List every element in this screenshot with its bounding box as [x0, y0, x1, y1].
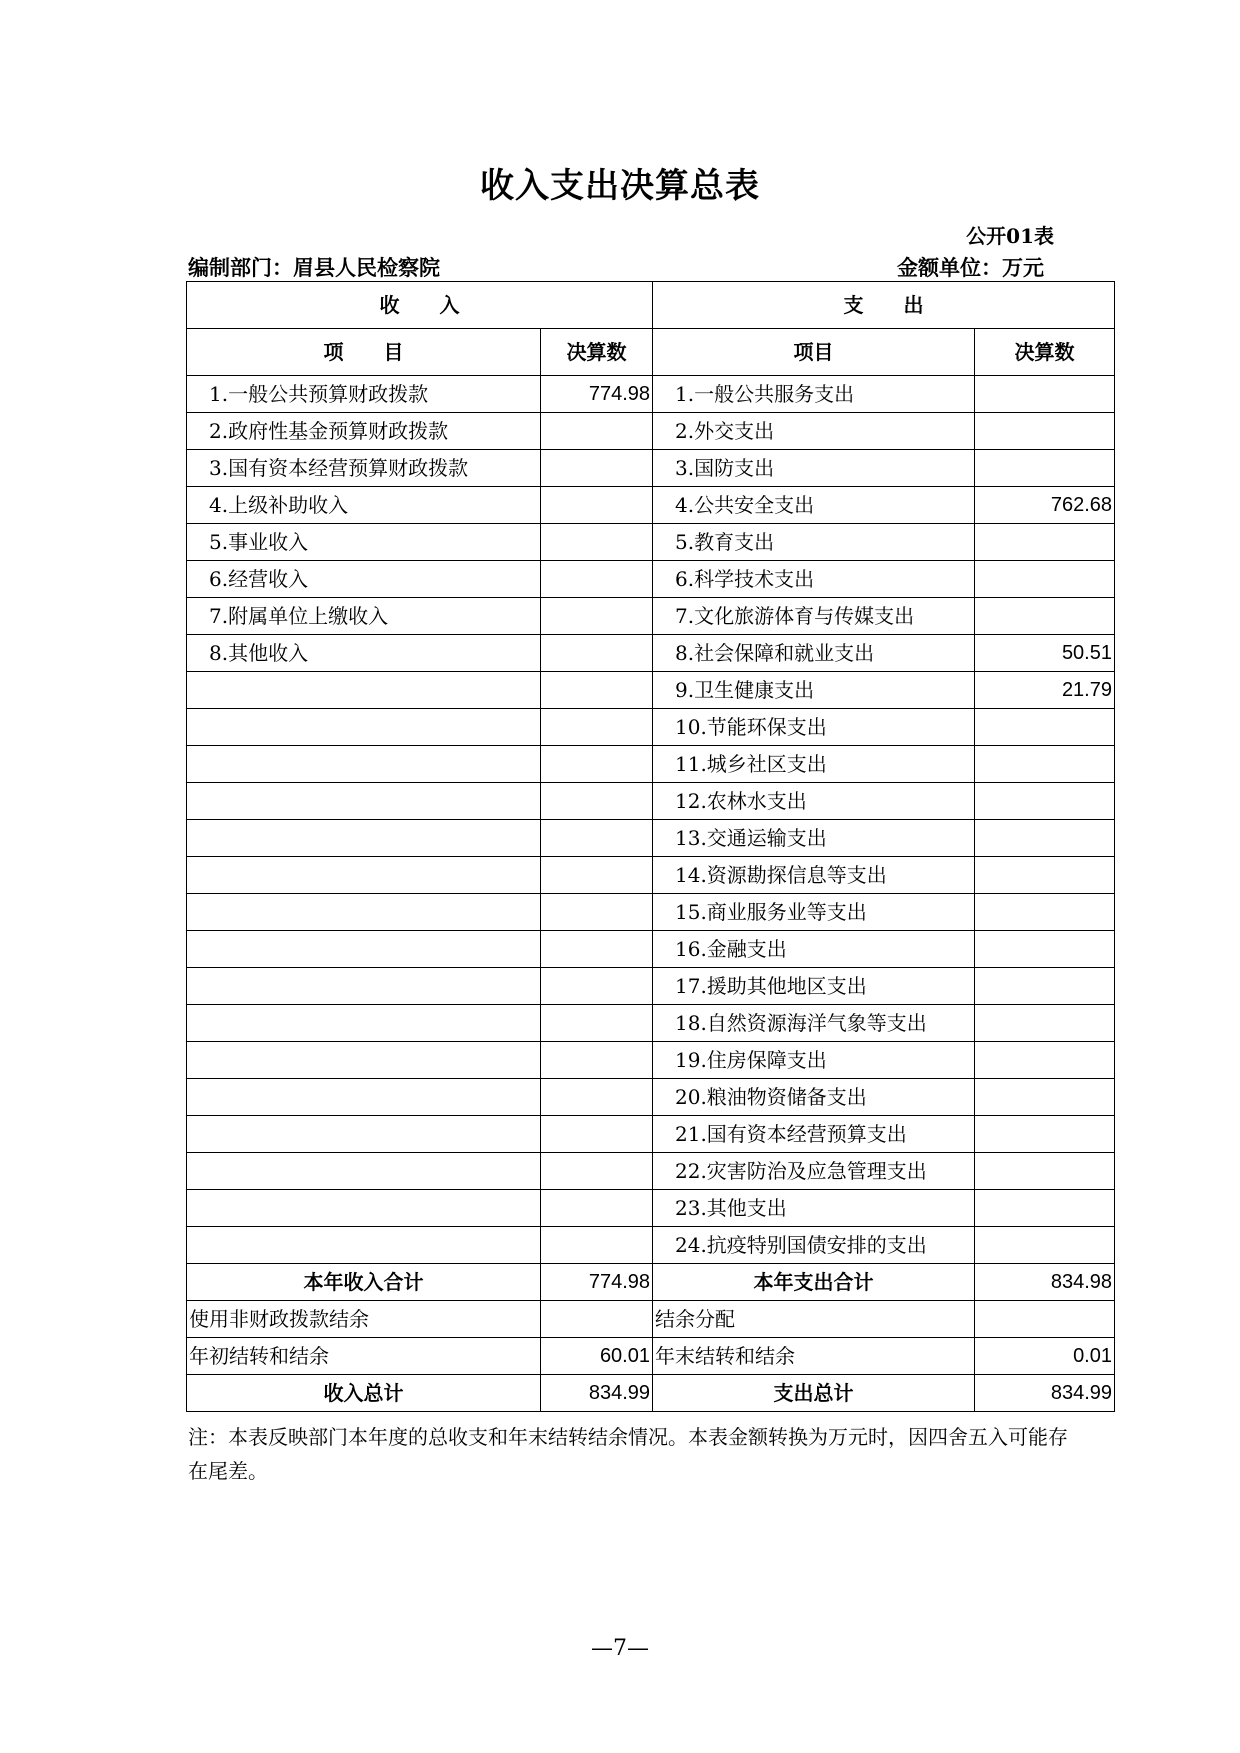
expense-item: 19.住房保障支出 [653, 1042, 975, 1079]
beginning-carryover-value: 60.01 [541, 1338, 653, 1375]
carryover-row [187, 1338, 1115, 1375]
ending-carryover-label: 年末结转和结余 [653, 1338, 975, 1375]
income-amount-header: 决算数 [541, 329, 653, 376]
expense-item: 3.国防支出 [653, 450, 975, 487]
income-amount [541, 1227, 653, 1264]
income-amount [541, 487, 653, 524]
table-row [187, 746, 1115, 783]
expense-item: 1.一般公共服务支出 [653, 376, 975, 413]
table-row [187, 1116, 1115, 1153]
budget-table-body [187, 282, 1115, 1264]
expense-item: 23.其他支出 [653, 1190, 975, 1227]
expense-amount [975, 1190, 1115, 1227]
expense-item: 12.农林水支出 [653, 783, 975, 820]
expense-item: 6.科学技术支出 [653, 561, 975, 598]
expense-amount-header: 决算数 [975, 329, 1115, 376]
income-amount [541, 857, 653, 894]
income-item [187, 1079, 541, 1116]
income-item [187, 672, 541, 709]
table-row [187, 857, 1115, 894]
table-row [187, 783, 1115, 820]
expense-item: 13.交通运输支出 [653, 820, 975, 857]
expense-amount [975, 968, 1115, 1005]
income-amount [541, 820, 653, 857]
income-amount [541, 672, 653, 709]
expense-item: 24.抗疫特别国债安排的支出 [653, 1227, 975, 1264]
expense-item: 21.国有资本经营预算支出 [653, 1116, 975, 1153]
income-amount [541, 1042, 653, 1079]
income-amount [541, 1153, 653, 1190]
expense-item-header: 项目 [653, 329, 975, 376]
table-row [187, 968, 1115, 1005]
expense-amount [975, 413, 1115, 450]
ending-carryover-value: 0.01 [975, 1338, 1115, 1375]
expense-item: 22.灾害防治及应急管理支出 [653, 1153, 975, 1190]
expense-grand-total-label: 支出总计 [653, 1375, 975, 1412]
page-number: —7— [591, 1636, 649, 1661]
income-amount [541, 635, 653, 672]
income-amount [541, 968, 653, 1005]
expense-grand-total-value: 834.99 [975, 1375, 1115, 1412]
income-item: 7.附属单位上缴收入 [187, 598, 541, 635]
table-row [187, 450, 1115, 487]
expense-item: 17.援助其他地区支出 [653, 968, 975, 1005]
income-item: 3.国有资本经营预算财政拨款 [187, 450, 541, 487]
expense-amount [975, 1042, 1115, 1079]
surplus-allocation-label: 结余分配 [653, 1301, 975, 1338]
column-header-row [187, 329, 1115, 376]
income-item: 5.事业收入 [187, 524, 541, 561]
table-row [187, 820, 1115, 857]
totals-body [187, 1264, 1115, 1412]
section-header-row [187, 282, 1115, 329]
table-row [187, 931, 1115, 968]
income-item [187, 857, 541, 894]
income-item [187, 1005, 541, 1042]
table-row [187, 376, 1115, 413]
table-row [187, 635, 1115, 672]
compiling-department: 编制部门：眉县人民检察院 [188, 255, 440, 280]
income-amount [541, 1116, 653, 1153]
income-item [187, 1190, 541, 1227]
expense-amount [975, 1116, 1115, 1153]
income-amount [541, 450, 653, 487]
expense-item: 14.资源勘探信息等支出 [653, 857, 975, 894]
page-title: 收入支出决算总表 [480, 166, 760, 206]
nonfiscal-value [541, 1301, 653, 1338]
income-item [187, 1153, 541, 1190]
expense-amount [975, 1153, 1115, 1190]
table-row [187, 598, 1115, 635]
table-row [187, 1153, 1115, 1190]
table-row [187, 1005, 1115, 1042]
table-row [187, 672, 1115, 709]
income-amount [541, 783, 653, 820]
expense-item: 20.粮油物资储备支出 [653, 1079, 975, 1116]
income-item [187, 820, 541, 857]
expense-amount [975, 376, 1115, 413]
expense-item: 15.商业服务业等支出 [653, 894, 975, 931]
expense-amount [975, 598, 1115, 635]
expense-amount [975, 820, 1115, 857]
table-row [187, 1079, 1115, 1116]
table-row [187, 1227, 1115, 1264]
year-expense-total-value: 834.98 [975, 1264, 1115, 1301]
grand-total-row [187, 1375, 1115, 1412]
expense-amount [975, 1227, 1115, 1264]
income-item: 2.政府性基金预算财政拨款 [187, 413, 541, 450]
expense-amount [975, 1005, 1115, 1042]
income-item: 4.上级补助收入 [187, 487, 541, 524]
table-row [187, 561, 1115, 598]
year-income-total-value: 774.98 [541, 1264, 653, 1301]
income-item [187, 1227, 541, 1264]
expense-item: 2.外交支出 [653, 413, 975, 450]
income-item: 8.其他收入 [187, 635, 541, 672]
expense-amount [975, 1079, 1115, 1116]
income-item [187, 709, 541, 746]
expense-item: 5.教育支出 [653, 524, 975, 561]
income-item [187, 968, 541, 1005]
table-row [187, 1190, 1115, 1227]
income-grand-total-label: 收入总计 [187, 1375, 541, 1412]
nonfiscal-label: 使用非财政拨款结余 [187, 1301, 541, 1338]
table-row [187, 413, 1115, 450]
expense-item: 8.社会保障和就业支出 [653, 635, 975, 672]
expense-amount [975, 709, 1115, 746]
expense-item: 18.自然资源海洋气象等支出 [653, 1005, 975, 1042]
income-amount [541, 413, 653, 450]
expense-amount [975, 894, 1115, 931]
table-row [187, 1042, 1115, 1079]
income-amount [541, 746, 653, 783]
expense-amount [975, 857, 1115, 894]
budget-table [186, 281, 1115, 1412]
expense-item: 7.文化旅游体育与传媒支出 [653, 598, 975, 635]
expense-item: 4.公共安全支出 [653, 487, 975, 524]
nonfiscal-row [187, 1301, 1115, 1338]
surplus-allocation-value [975, 1301, 1115, 1338]
income-amount: 774.98 [541, 376, 653, 413]
expense-item: 16.金融支出 [653, 931, 975, 968]
year-income-total-label: 本年收入合计 [187, 1264, 541, 1301]
income-item [187, 746, 541, 783]
table-row [187, 709, 1115, 746]
income-amount [541, 1079, 653, 1116]
income-amount [541, 561, 653, 598]
income-amount [541, 598, 653, 635]
income-amount [541, 894, 653, 931]
expense-amount [975, 931, 1115, 968]
income-grand-total-value: 834.99 [541, 1375, 653, 1412]
year-total-row [187, 1264, 1115, 1301]
amount-unit: 金额单位：万元 [897, 255, 1044, 280]
table-row [187, 894, 1115, 931]
income-section-header: 收 入 [187, 282, 653, 329]
income-amount [541, 931, 653, 968]
income-item: 1.一般公共预算财政拨款 [187, 376, 541, 413]
income-item-header: 项 目 [187, 329, 541, 376]
expense-item: 11.城乡社区支出 [653, 746, 975, 783]
expense-item: 10.节能环保支出 [653, 709, 975, 746]
footnote: 注：本表反映部门本年度的总收支和年末结转结余情况。本表金额转换为万元时，因四舍五入可能存在尾差。 [188, 1425, 1068, 1483]
income-amount [541, 524, 653, 561]
income-amount [541, 709, 653, 746]
income-item [187, 894, 541, 931]
table-row [187, 524, 1115, 561]
beginning-carryover-label: 年初结转和结余 [187, 1338, 541, 1375]
expense-amount: 50.51 [975, 635, 1115, 672]
expense-amount [975, 450, 1115, 487]
income-item [187, 1116, 541, 1153]
expense-amount: 21.79 [975, 672, 1115, 709]
expense-amount [975, 524, 1115, 561]
income-item [187, 931, 541, 968]
income-amount [541, 1190, 653, 1227]
expense-section-header: 支 出 [653, 282, 1115, 329]
expense-amount: 762.68 [975, 487, 1115, 524]
expense-amount [975, 561, 1115, 598]
income-item: 6.经营收入 [187, 561, 541, 598]
income-item [187, 783, 541, 820]
expense-item: 9.卫生健康支出 [653, 672, 975, 709]
expense-amount [975, 783, 1115, 820]
expense-amount [975, 746, 1115, 783]
income-item [187, 1042, 541, 1079]
table-row [187, 487, 1115, 524]
form-number: 公开01表 [966, 224, 1054, 248]
year-expense-total-label: 本年支出合计 [653, 1264, 975, 1301]
income-amount [541, 1005, 653, 1042]
